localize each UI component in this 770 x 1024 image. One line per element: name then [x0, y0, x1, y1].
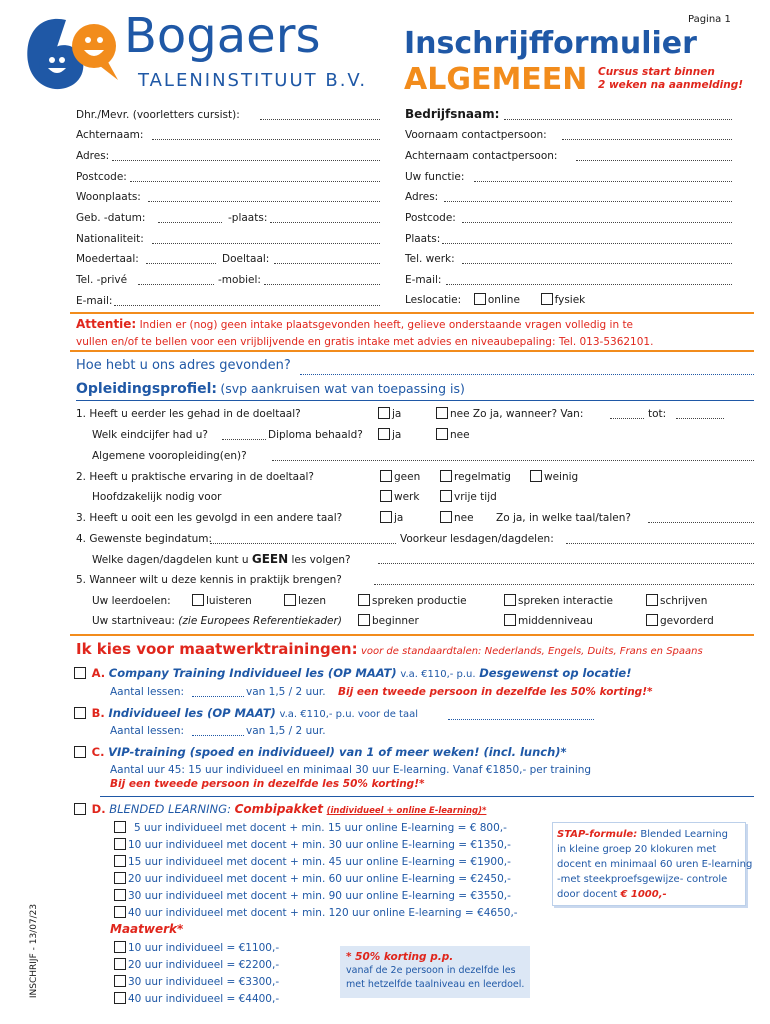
combi-option-checkbox[interactable]	[114, 855, 126, 867]
schrijven-checkbox[interactable]	[646, 594, 658, 606]
q1-tot-field[interactable]	[676, 418, 724, 419]
b-lessen-field[interactable]	[192, 735, 244, 736]
combi-option-label: 40 uur individueel met docent + min. 120 uur online E-learning = €4650,-	[128, 907, 518, 919]
q1-label: 1. Heeft u eerder les gehad in de doeltaal?	[76, 408, 301, 420]
name-label: Dhr./Mevr. (voorletters cursist):	[76, 109, 240, 121]
logo-icon	[22, 12, 122, 102]
option-b: B. Individueel les (OP MAAT) v.a. €110,- p.u. voor de taal	[74, 706, 418, 720]
form-subtitle: ALGEMEEN	[404, 62, 588, 97]
plaats-label: Plaats:	[405, 233, 441, 245]
option-b-checkbox[interactable]	[74, 707, 86, 719]
course-start-note: Cursus start binnen 2 weken na aanmelding!	[598, 66, 744, 91]
geb-datum-label: Geb. -datum:	[76, 212, 146, 224]
combi-option-checkbox[interactable]	[114, 872, 126, 884]
maatwerk-label: Maatwerk*	[110, 922, 184, 936]
stap-label: STAP-formule:	[557, 829, 638, 840]
maatwerk-option-label: 40 uur individueel = €4400,-	[128, 993, 280, 1005]
option-c: C. VIP-training (spoed en individueel) van 1 of meer weken! (incl. lunch)*	[74, 745, 567, 759]
combi-option-label: 20 uur individueel met docent + min. 60 uur online E-learning = €2450,-	[128, 873, 511, 885]
divider	[70, 634, 754, 636]
brand-sub: TALENINSTITUUT B.V.	[138, 70, 368, 91]
divider	[70, 350, 754, 352]
postcode-field[interactable]	[130, 181, 380, 182]
leslocatie-row	[405, 293, 585, 307]
adres-label: Adres:	[76, 150, 110, 162]
middenniveau-checkbox[interactable]	[504, 614, 516, 626]
leerdoelen-label: Uw leerdoelen:	[92, 595, 171, 607]
q2-geen-checkbox[interactable]	[380, 470, 392, 482]
online-label: online	[487, 294, 520, 306]
combi-option-label: 30 uur individueel met docent + min. 90 uur online E-learning = €3550,-	[128, 890, 511, 902]
profiel-heading: Opleidingsprofiel: (svp aankruisen wat van toepassing is)	[76, 381, 465, 397]
c-korting: Bij een tweede persoon in dezelfde les 50% korting!*	[110, 778, 425, 790]
bedrijfsnaam-label: Bedrijfsnaam:	[405, 107, 500, 121]
functie-label: Uw functie:	[405, 171, 465, 183]
combi-option-checkbox[interactable]	[114, 906, 126, 918]
nationaliteit-label: Nationaliteit:	[76, 233, 144, 245]
vooropleiding-field[interactable]	[272, 460, 754, 461]
q3-label: 3. Heeft u ooit een les gevolgd in een andere taal?	[76, 512, 343, 524]
achternaam-label: Achternaam:	[76, 129, 144, 141]
achternaam-contact-label: Achternaam contactpersoon:	[405, 150, 558, 162]
attentie-notice: Attentie: Indien er (nog) geen intake plaatsgevonden heeft, gelieve onderstaande vragen volledig in te vullen en/of te bellen voor een vrijblijvende en gratis intake met advies en niveaubepaling: Tel. 013-5362101.	[76, 317, 654, 348]
email-label: E-mail:	[76, 295, 113, 307]
divider	[76, 400, 754, 401]
hoe-label: Hoe hebt u ons adres gevonden?	[76, 358, 291, 373]
voornaam-contact-field[interactable]	[562, 139, 732, 140]
moedertaal-field[interactable]	[146, 263, 216, 264]
company-email-label: E-mail:	[405, 274, 442, 286]
voornaam-contact-label: Voornaam contactpersoon:	[405, 129, 547, 141]
startniveau-label: Uw startniveau: (zie Europees Referentiekader)	[92, 615, 342, 627]
page-number: Pagina 1	[688, 14, 731, 25]
stap-box: STAP-formule: Blended Learning in kleine groep 20 klokuren met docent en minimaal 60 uren E-learning -met steekproefsgewijze- controle door docent € 1000,-	[552, 822, 746, 906]
fysiek-label: fysiek	[554, 294, 586, 306]
korting-box: * 50% korting p.p. vanaf de 2e persoon in dezelfde les met hetzelfde taalniveau en leerdoel.	[340, 946, 530, 998]
geen-dagen-field[interactable]	[378, 563, 754, 564]
q3-talen-field[interactable]	[648, 522, 754, 523]
company-adres-field[interactable]	[444, 201, 732, 202]
nationaliteit-field[interactable]	[152, 243, 380, 244]
combi-option-label: 15 uur individueel met docent + min. 45 uur online E-learning = €1900,-	[128, 856, 511, 868]
q1c-label: Algemene vooropleiding(en)?	[92, 450, 247, 462]
achternaam-contact-field[interactable]	[576, 160, 732, 161]
maatwerk-option-checkbox[interactable]	[114, 975, 126, 987]
combi-option-label: 5 uur individueel met docent + min. 15 uur online E-learning = € 800,-	[134, 822, 507, 834]
woonplaats-field[interactable]	[148, 201, 380, 202]
postcode-label: Postcode:	[76, 171, 127, 183]
geb-datum-field[interactable]	[158, 222, 222, 223]
combi-option-checkbox[interactable]	[114, 889, 126, 901]
doeltaal-field[interactable]	[274, 263, 380, 264]
hoe-field[interactable]	[300, 374, 754, 375]
option-d-checkbox[interactable]	[74, 803, 86, 815]
lezen-checkbox[interactable]	[284, 594, 296, 606]
combi-option-label: 10 uur individueel met docent + min. 30 uur online E-learning = €1350,-	[128, 839, 511, 851]
email-field[interactable]	[114, 305, 380, 306]
gevorderd-checkbox[interactable]	[646, 614, 658, 626]
divider	[100, 796, 754, 797]
form-code: INSCHRIJF - 13/07/23	[29, 903, 39, 999]
combi-option-checkbox[interactable]	[114, 821, 126, 833]
attentie-label: Attentie:	[76, 317, 137, 331]
q1-nee-checkbox[interactable]	[436, 407, 448, 419]
a-korting: Bij een tweede persoon in dezelfde les 50% korting!*	[338, 686, 653, 698]
maatwerk-option-label: 30 uur individueel = €3300,-	[128, 976, 280, 988]
tel-prive-field[interactable]	[138, 284, 214, 285]
brand-name: Bogaers	[124, 8, 321, 64]
company-adres-label: Adres:	[405, 191, 439, 203]
q3-nee-checkbox[interactable]	[440, 511, 452, 523]
company-postcode-field[interactable]	[462, 222, 732, 223]
option-a-checkbox[interactable]	[74, 667, 86, 679]
q1-ja-checkbox[interactable]	[378, 407, 390, 419]
online-checkbox[interactable]	[474, 293, 486, 305]
q2b-label: Hoofdzakelijk nodig voor	[92, 491, 222, 503]
leslocatie-label: Leslocatie:	[405, 294, 462, 306]
q2-label: 2. Heeft u praktische ervaring in de doeltaal?	[76, 471, 314, 483]
eindcijfer-field[interactable]	[222, 439, 266, 440]
q1b-label: Welk eindcijfer had u?	[92, 429, 208, 441]
q2-regelmatig-checkbox[interactable]	[440, 470, 452, 482]
spreken-interactie-checkbox[interactable]	[504, 594, 516, 606]
doeltaal-label: Doeltaal:	[222, 253, 270, 265]
option-a: A. Company Training Individueel les (OP MAAT) v.a. €110,- p.u. Desgewenst op locatie!	[74, 666, 631, 680]
plaats-field[interactable]	[442, 243, 732, 244]
name-field[interactable]	[260, 119, 380, 120]
q1-van-field[interactable]	[610, 418, 644, 419]
maatwerk-option-checkbox[interactable]	[114, 992, 126, 1004]
maatwerk-option-label: 20 uur individueel = €2200,-	[128, 959, 280, 971]
q3-ja-checkbox[interactable]	[380, 511, 392, 523]
bedrijfsnaam-field[interactable]	[504, 119, 732, 120]
c-details: Aantal uur 45: 15 uur individueel en minimaal 30 uur E-learning. Vanaf €1850,- per training	[110, 764, 592, 776]
geb-plaats-field[interactable]	[270, 222, 380, 223]
tel-prive-label: Tel. -privé	[76, 274, 128, 286]
stap-price: € 1000,-	[620, 889, 667, 900]
luisteren-checkbox[interactable]	[192, 594, 204, 606]
moedertaal-label: Moedertaal:	[76, 253, 139, 265]
combi-option-checkbox[interactable]	[114, 838, 126, 850]
b-lessen-label: Aantal lessen:	[110, 725, 185, 737]
q2-weinig-checkbox[interactable]	[530, 470, 542, 482]
woonplaats-label: Woonplaats:	[76, 191, 141, 203]
maatwerk-option-label: 10 uur individueel = €1100,-	[128, 942, 280, 954]
q4b-label: Welke dagen/dagdelen kunt u GEEN les volgen?	[92, 552, 351, 566]
option-d: D. BLENDED LEARNING: Combipakket (individueel + online E-learning)*	[74, 802, 486, 816]
voorkeur-field[interactable]	[566, 543, 754, 544]
diploma-ja-checkbox[interactable]	[378, 428, 390, 440]
a-lessen-field[interactable]	[192, 696, 244, 697]
mobiel-label: -mobiel:	[218, 274, 261, 286]
spreken-productie-checkbox[interactable]	[358, 594, 370, 606]
divider	[70, 312, 754, 314]
korting-title: * 50% korting p.p.	[346, 951, 454, 963]
vrije-tijd-checkbox[interactable]	[440, 490, 452, 502]
adres-field[interactable]	[112, 160, 380, 161]
q5-label: 5. Wanneer wilt u deze kennis in praktijk brengen?	[76, 574, 342, 586]
maatwerk-option-checkbox[interactable]	[114, 941, 126, 953]
diploma-nee-checkbox[interactable]	[436, 428, 448, 440]
q4-label: 4. Gewenste begindatum:	[76, 533, 213, 545]
tel-werk-field[interactable]	[462, 263, 732, 264]
company-postcode-label: Postcode:	[405, 212, 456, 224]
maatwerk-heading: Ik kies voor maatwerktrainingen: voor de standaardtalen: Nederlands, Engels, Duits, Frans en Spaans	[76, 640, 703, 658]
beginner-checkbox[interactable]	[358, 614, 370, 626]
fysiek-checkbox[interactable]	[541, 293, 553, 305]
mobiel-field[interactable]	[264, 284, 380, 285]
b-taal-field[interactable]	[448, 719, 594, 720]
tel-werk-label: Tel. werk:	[405, 253, 455, 265]
praktijk-field[interactable]	[374, 584, 754, 585]
achternaam-field[interactable]	[152, 139, 380, 140]
begindatum-field[interactable]	[210, 543, 396, 544]
company-email-field[interactable]	[446, 284, 732, 285]
functie-field[interactable]	[474, 181, 732, 182]
geb-plaats-label: -plaats:	[228, 212, 268, 224]
form-title: Inschrijfformulier	[404, 26, 697, 61]
werk-checkbox[interactable]	[380, 490, 392, 502]
a-lessen-label: Aantal lessen:	[110, 686, 185, 698]
option-c-checkbox[interactable]	[74, 746, 86, 758]
maatwerk-option-checkbox[interactable]	[114, 958, 126, 970]
